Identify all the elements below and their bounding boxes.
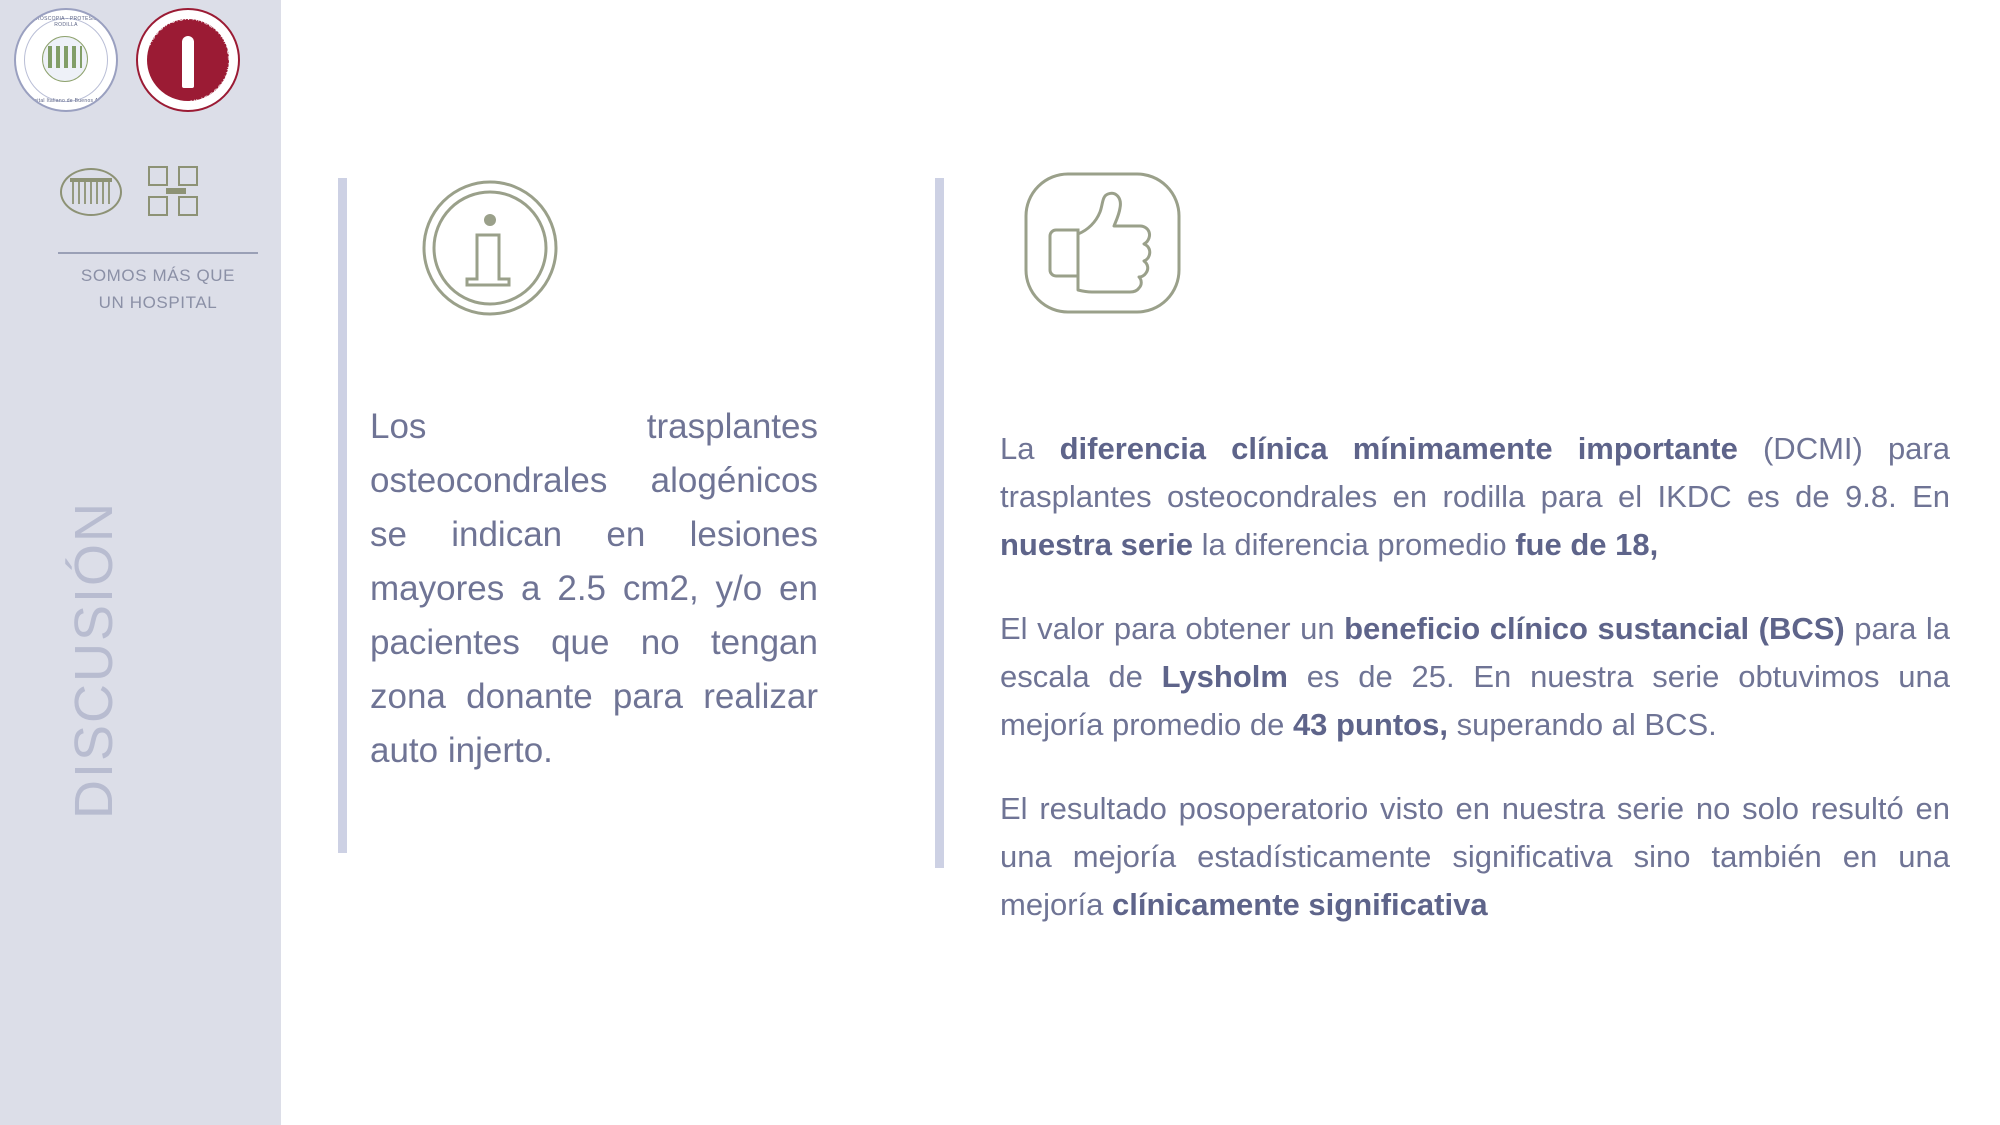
text-segment-4: Lysholm	[1161, 659, 1288, 694]
logo-row	[14, 8, 266, 118]
text-segment-4: nuestra serie	[1000, 527, 1193, 562]
right-paragraph-3	[1000, 785, 1950, 929]
text-segment-5: la diferencia promedio	[1193, 527, 1516, 562]
asociacion-argentina-artroscopia-logo	[136, 8, 240, 112]
right-paragraph-1	[1000, 425, 1950, 569]
left-accent-bar	[338, 178, 347, 853]
text-segment-6: fue de 18,	[1515, 527, 1659, 562]
tagline-line-2: UN HOSPITAL	[98, 293, 218, 312]
text-segment-6: 43 puntos,	[1292, 707, 1448, 742]
text-segment-1: El valor para obtener un	[1000, 611, 1345, 646]
logo-2-ring-text	[138, 10, 238, 110]
text-segment-2: clínicamente significativa	[1111, 887, 1488, 922]
sidebar-divider	[58, 252, 258, 254]
text-segment-2: diferencia clínica mínimamente importante	[1059, 431, 1738, 466]
info-circle-icon	[415, 173, 565, 323]
text-segment-2: beneficio clínico sustancial (BCS)	[1344, 611, 1845, 646]
section-title: DISCUSIÓN	[64, 500, 124, 819]
logo-1-bottom-text: Hospital Italiano de Buenos Aires	[24, 98, 108, 104]
text-segment-3: para la escala de	[1000, 611, 1950, 694]
logo-1-top-text: ARTROSCOPIA - PROTESIS DE RODILLA	[25, 16, 107, 28]
tagline-line-1: SOMOS MÁS QUE	[80, 266, 236, 285]
right-paragraph-2	[1000, 605, 1950, 749]
text-segment-5: es de 25. En nuestra serie obtuvimos una mejoría promedio de	[1000, 659, 1950, 742]
text-segment-7: superando al BCS.	[1447, 707, 1717, 742]
left-sidebar	[0, 0, 281, 1125]
hospital-identity-row	[60, 166, 204, 218]
hospital-cross-icon	[148, 166, 204, 218]
thumbs-up-icon	[1020, 168, 1185, 318]
text-segment-1: La	[1000, 431, 1060, 466]
hospital-building-emblem	[60, 168, 122, 216]
hospital-tagline	[40, 262, 276, 316]
text-segment-1: El resultado posoperatorio visto en nuestra serie no solo resultó en una mejoría estadísticamente significativa sino también en una mejoría	[1000, 791, 1950, 922]
right-accent-bar	[935, 178, 944, 868]
left-paragraph: Los trasplantes osteocondrales alogénicos se indican en lesiones mayores a 2.5 cm2, y/o en pacientes que no tengan zona donante para realizar auto injerto.	[370, 407, 818, 770]
artroscopia-protesis-rodilla-logo	[14, 8, 118, 112]
svg-text:ASOCIACION ARGENTINA DE ARTROS: ASOCIACION ARGENTINA DE ARTROSCOPIA	[146, 14, 234, 106]
logo-1-building-bars	[48, 46, 82, 68]
text-segment-3: (DCMI) para trasplantes osteocondrales en rodilla para el IKDC es de 9.8. En	[1000, 431, 1950, 514]
